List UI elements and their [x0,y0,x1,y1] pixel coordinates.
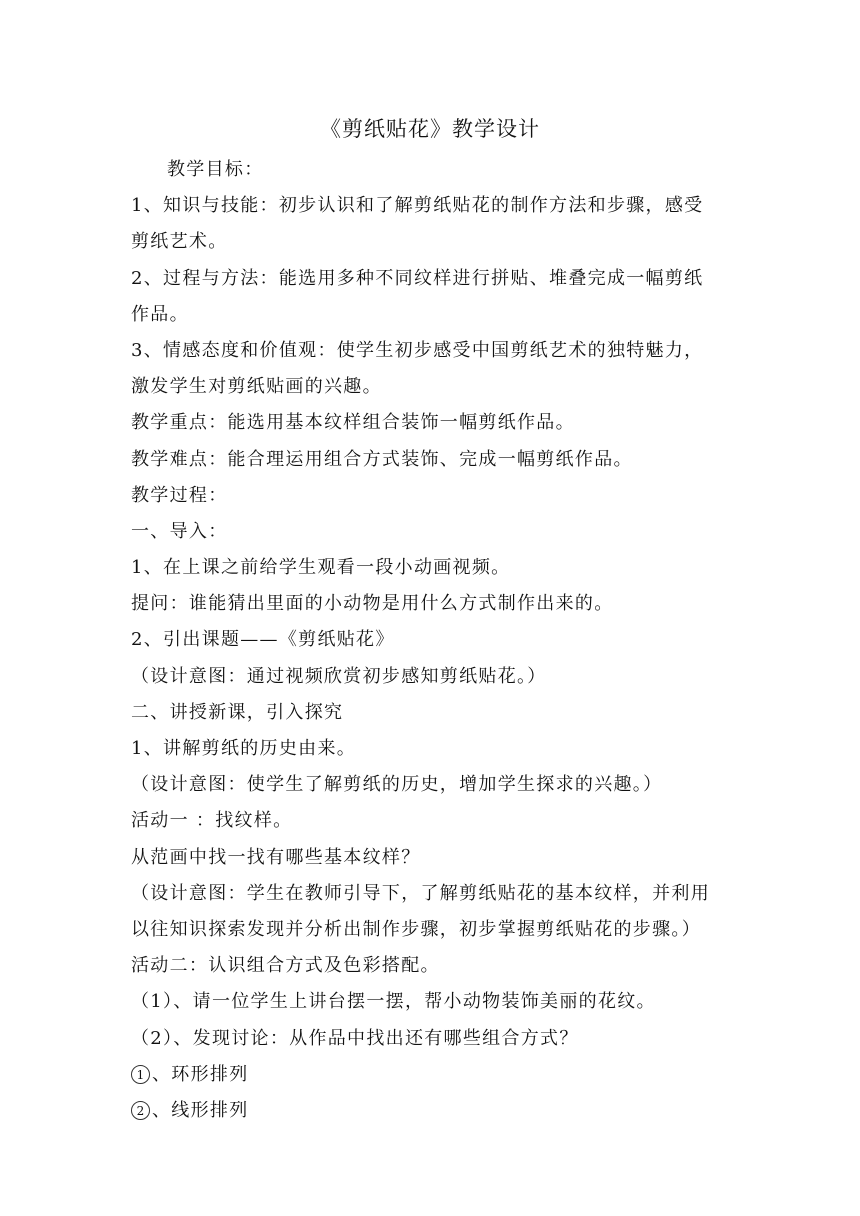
list-item-text: 、线形排列 [152,1099,249,1121]
paragraph-line: 二、讲授新课，引入探究 [131,701,344,723]
paragraph-line: 提问：谁能猜出里面的小动物是用什么方式制作出来的。 [131,593,614,615]
document-body [131,152,737,1129]
paragraph-line: （2）、发现讨论：从作品中找出还有哪些组合方式？ [131,1027,579,1049]
paragraph-line: 激发学生对剪纸贴画的兴趣。 [131,376,382,398]
paragraph-line: 一、导入： [131,520,228,542]
paragraph-line: 教学过程： [131,484,228,506]
paragraph-line: （设计意图：学生在教师引导下，了解剪纸贴花的基本纹样，并利用 [131,882,710,904]
circled-number-marker: 1 [131,1065,150,1084]
paragraph-line: 剪纸艺术。 [131,231,228,253]
paragraph-line: 2、过程与方法：能选用多种不同纹样进行拼贴、堆叠完成一幅剪纸 [131,267,704,289]
paragraph-line: 1、在上课之前给学生观看一段小动画视频。 [131,557,511,579]
section-heading-objectives: 教学目标： [167,159,264,180]
paragraph-line: 活动二：认识组合方式及色彩搭配。 [131,955,440,977]
paragraph-line: 教学难点：能合理运用组合方式装饰、完成一幅剪纸作品。 [131,448,633,470]
circled-number-marker: 2 [131,1101,150,1120]
paragraph-line: 活动一 ：找纹样。 [131,810,293,832]
paragraph-line: （设计意图：使学生了解剪纸的历史，增加学生探求的兴趣。） [131,774,663,796]
paragraph-line: 教学重点：能选用基本纹样组合装饰一幅剪纸作品。 [131,412,575,434]
paragraph-line: 1、知识与技能：初步认识和了解剪纸贴花的制作方法和步骤，感受 [131,195,704,217]
paragraph-line: 以往知识探索发现并分析出制作步骤，初步掌握剪纸贴花的步骤。） [131,918,701,940]
paragraph-line: （设计意图：通过视频欣赏初步感知剪纸贴花。） [131,665,547,687]
paragraph-line: 3、情感态度和价值观：使学生初步感受中国剪纸艺术的独特魅力， [131,339,704,361]
document-title: 《剪纸贴花》教学设计 [320,117,540,141]
list-item-text: 、环形排列 [152,1063,249,1085]
list-item [131,1057,737,1093]
paragraph-line: 2、引出课题——《剪纸贴花》 [131,629,395,651]
paragraph-line: 作品。 [131,303,189,325]
list-item [131,1093,737,1129]
paragraph-line: （1）、请一位学生上讲台摆一摆，帮小动物装饰美丽的花纹。 [131,991,656,1013]
paragraph-line: 1、讲解剪纸的历史由来。 [131,738,357,759]
paragraph-line: 从范画中找一找有哪些基本纹样？ [131,846,421,868]
